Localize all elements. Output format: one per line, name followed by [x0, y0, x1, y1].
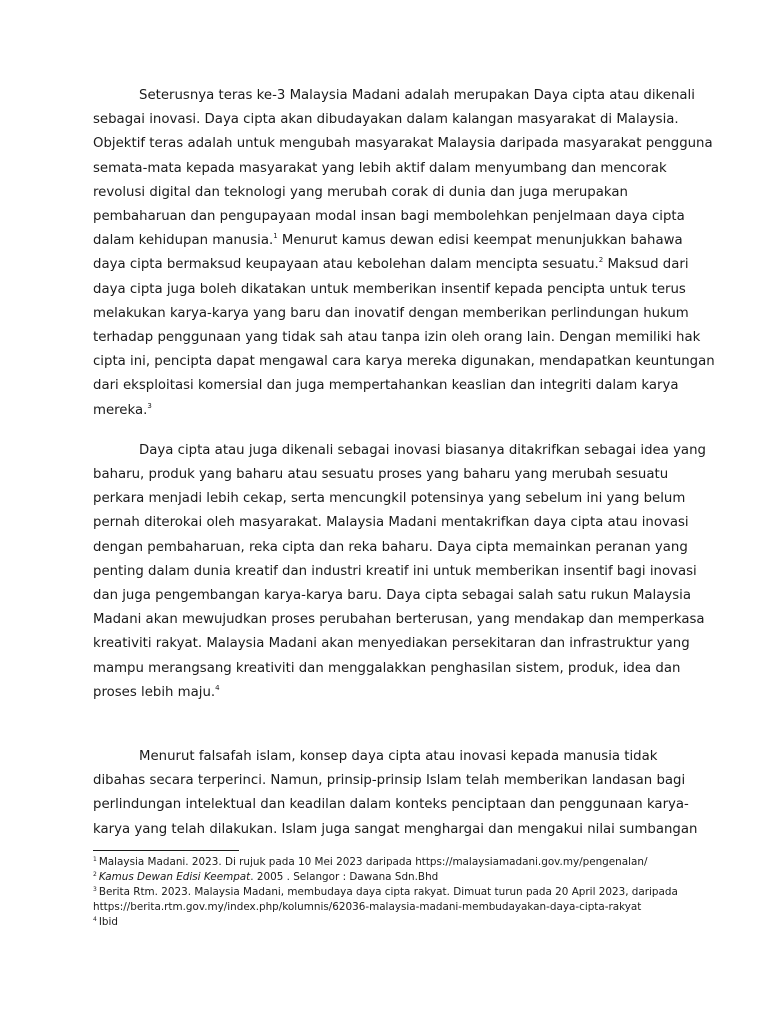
paragraph-1 — [93, 84, 715, 423]
footnote-ref[interactable]: 4 — [215, 683, 220, 692]
text-line: dalam kehidupan manusia.$^1$ Menurut kamus dewan edisi keempat menunjukkan bahawa — [93, 232, 683, 249]
text-line: perlindungan intelektual dan keadilan dalam konteks penciptaan dan penggunaan karya- — [93, 797, 689, 813]
footnote-ref[interactable]: 2 — [598, 256, 604, 265]
text-line: karya yang telah dilakukan. Islam juga sangat menghargai dan mengakui nilai sumbangan — [93, 821, 698, 837]
text-line: dan juga pengembangan karya-karya baru. Daya cipta sebagai salah satu rukun Malaysia — [93, 588, 691, 604]
footnotes — [93, 855, 683, 930]
text-line: proses lebih maju.$^4$ — [93, 683, 220, 700]
footnote-3-url[interactable]: https://berita.rtm.gov.my/index.php/kolumnis/62036-malaysia-madani-membudayakan-daya-cipta-rakyat — [93, 901, 642, 913]
text-line: pernah diterokai oleh masyarakat. Malaysia Madani mentakrifkan daya cipta atau inovasi — [93, 515, 689, 531]
text-line: penting dalam dunia kreatif dan industri kreatif ini untuk memberikan insentif bagi inovasi — [93, 563, 697, 579]
text-line: sebagai inovasi. Daya cipta akan dibudayakan dalam kalangan masyarakat di Malaysia. — [93, 112, 679, 128]
text-line: perkara menjadi lebih cekap, serta mencungkil potensinya yang sebelum ini yang belum — [93, 491, 686, 507]
footnote-2: $^2$ Kamus Dewan Edisi Keempat. 2005 . Selangor : Dawana Sdn.Bhd — [93, 871, 439, 883]
text-line: melakukan karya-karya yang baru dan inovatif dengan memberikan perlindungan hukum — [93, 305, 689, 321]
body-text — [93, 84, 715, 842]
text-line: daya cipta juga boleh dikatakan untuk memberikan insentif kepada pencipta untuk terus — [93, 281, 686, 297]
footnote-ref[interactable]: 3 — [147, 401, 152, 410]
paragraph-2 — [93, 439, 706, 705]
text-line: Madani akan mewujudkan proses perubahan berterusan, yang mendakap dan memperkasa — [93, 612, 705, 628]
footnote-4: $^4$ Ibid — [93, 916, 118, 928]
text-line: baharu, produk yang baharu atau sesuatu proses yang baharu yang merubah sesuatu — [93, 467, 669, 483]
text-line: daya cipta bermaksud keupayaan atau kebolehan dalam mencipta sesuatu.$^2$ Maksud dari — [93, 256, 689, 273]
text-line: Daya cipta atau juga dikenali sebagai inovasi biasanya ditakrifkan sebagai idea yang — [139, 442, 706, 458]
text-line: dibahas secara terperinci. Namun, prinsip-prinsip Islam telah memberikan landasan bagi — [93, 773, 686, 789]
text-line: pembaharuan dan pengupayaan modal insan bagi membolehkan penjelmaan daya cipta — [93, 209, 685, 225]
footnote-1: $^1$ Malaysia Madani. 2023. Di rujuk pada 10 Mei 2023 daripada https://malaysiamadani.gov.my/pengenalan/ — [93, 856, 648, 868]
text-line: dengan pembaharuan, reka cipta dan reka baharu. Daya cipta memainkan peranan yang — [93, 539, 688, 555]
text-line: dari eksploitasi komersial dan juga mempertahankan keaslian dan integriti dalam karya — [93, 378, 679, 394]
text-line: cipta ini, pencipta dapat mengawal cara karya mereka digunakan, mendapatkan keuntungan — [93, 354, 715, 370]
text-line: mereka.$^3$ — [93, 401, 152, 418]
text-line: semata-mata kepada masyarakat yang lebih aktif dalam menyumbang dan mencorak — [93, 160, 667, 176]
paragraph-3 — [93, 745, 698, 842]
text-line: terhadap penggunaan yang tidak sah atau tanpa izin oleh orang lain. Dengan memiliki hak — [93, 330, 701, 346]
text-line: Seterusnya teras ke-3 Malaysia Madani adalah merupakan Daya cipta atau dikenali — [139, 88, 695, 103]
footnote-3: $^3$ Berita Rtm. 2023. Malaysia Madani, membudaya daya cipta rakyat. Dimuat turun pada 20 April 2023, daripada — [93, 886, 678, 898]
text-line: Objektif teras adalah untuk mengubah masyarakat Malaysia daripada masyarakat pengguna — [93, 136, 713, 152]
footnote-ref[interactable]: 1 — [273, 232, 278, 241]
text-line: revolusi digital dan teknologi yang merubah corak di dunia dan juga merupakan — [93, 184, 628, 200]
text-line: Menurut falsafah islam, konsep daya cipta atau inovasi kepada manusia tidak — [139, 749, 658, 765]
footnote-separator — [93, 850, 239, 851]
text-line: mampu merangsang kreativiti dan menggalakkan penghasilan sistem, produk, idea dan — [93, 660, 681, 676]
text-line: kreativiti rakyat. Malaysia Madani akan menyediakan persekitaran dan infrastruktur yang — [93, 636, 690, 652]
